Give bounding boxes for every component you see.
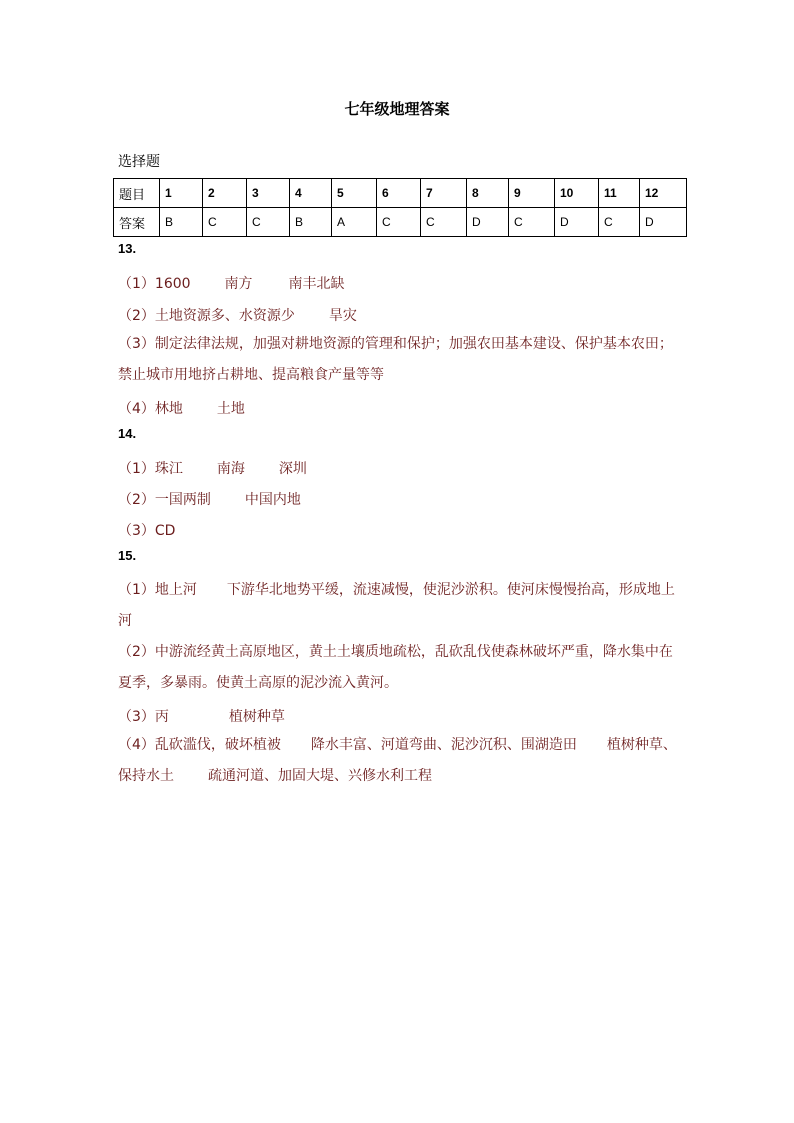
q13-4a: （4）林地 xyxy=(118,401,183,417)
table-cell: D xyxy=(467,208,509,237)
table-cell: 3 xyxy=(247,179,290,208)
q15-answer-2: （2）中游流经黄土高原地区，黄土土壤质地疏松，乱砍乱伐使森林破坏严重，降水集中在夏季，多暴雨。使黄土高原的泥沙流入黄河。 xyxy=(118,644,673,691)
q15-3a: （3）丙 xyxy=(118,709,169,725)
q14-1c: 深圳 xyxy=(278,461,307,477)
row-label-question: 题目 xyxy=(114,179,160,208)
q13-answer-4 xyxy=(118,398,680,418)
q15-1b: 下游华北地势平缓，流速减慢，使泥沙淤积。使河床慢慢抬高，形成地上河 xyxy=(118,582,675,629)
table-cell: 11 xyxy=(599,179,640,208)
table-cell: 2 xyxy=(203,179,247,208)
table-cell: C xyxy=(247,208,290,237)
q15-answer-4 xyxy=(118,730,680,792)
table-cell: C xyxy=(377,208,421,237)
table-cell: C xyxy=(421,208,467,237)
table-cell: 7 xyxy=(421,179,467,208)
answer-table xyxy=(113,178,687,237)
q14-answer-2 xyxy=(118,489,680,509)
table-cell: 9 xyxy=(509,179,555,208)
q14-1b: 南海 xyxy=(216,461,245,477)
q15-answer-3 xyxy=(118,706,680,726)
q14-1a: （1）珠江 xyxy=(118,461,183,477)
table-cell: 8 xyxy=(467,179,509,208)
table-cell: B xyxy=(290,208,332,237)
table-cell: 10 xyxy=(555,179,599,208)
table-cell: 12 xyxy=(640,179,687,208)
table-cell: A xyxy=(332,208,377,237)
table-row xyxy=(114,208,687,237)
row-label-answer: 答案 xyxy=(114,208,160,237)
table-cell: C xyxy=(203,208,247,237)
table-cell: B xyxy=(160,208,203,237)
q14-answer-1 xyxy=(118,458,680,478)
page-title: 七年级地理答案 xyxy=(344,100,450,118)
table-cell: D xyxy=(640,208,687,237)
table-cell: 6 xyxy=(377,179,421,208)
q13-1a: （1）1600 xyxy=(118,276,191,292)
q13-answer-3: （3）制定法律法规，加强对耕地资源的管理和保护；加强农田基本建设、保护基本农田；禁止城市用地挤占耕地、提高粮食产量等等 xyxy=(118,336,673,383)
q13-1c: 南丰北缺 xyxy=(288,276,345,292)
q15-1a: （1）地上河 xyxy=(118,582,197,598)
q14-2b: 中国内地 xyxy=(244,492,301,508)
table-cell: 4 xyxy=(290,179,332,208)
q13-2b: 旱灾 xyxy=(328,308,357,324)
table-cell: 5 xyxy=(332,179,377,208)
section-label: 选择题 xyxy=(118,154,160,170)
q14-2a: （2）一国两制 xyxy=(118,492,211,508)
q15-4b: 降水丰富、河道弯曲、泥沙沉积、围湖造田 xyxy=(310,737,577,753)
question-14-number: 14. xyxy=(118,426,137,441)
q15-4c: 植树种草、保持水土 xyxy=(118,737,677,784)
table-row xyxy=(114,179,687,208)
q15-4d: 疏通河道、加固大堤、兴修水利工程 xyxy=(208,768,432,784)
table-cell: D xyxy=(555,208,599,237)
question-13-number: 13. xyxy=(118,241,137,256)
q15-4a: （4）乱砍滥伐，破坏植被 xyxy=(118,737,281,753)
q13-1b: 南方 xyxy=(224,276,253,292)
q14-answer-3: （3）CD xyxy=(118,523,176,539)
q13-4b: 土地 xyxy=(216,401,245,417)
q15-answer-1 xyxy=(118,575,680,637)
q13-answer-2 xyxy=(118,305,680,325)
question-15-number: 15. xyxy=(118,548,137,563)
table-cell: 1 xyxy=(160,179,203,208)
table-cell: C xyxy=(509,208,555,237)
q13-2a: （2）土地资源多、水资源少 xyxy=(118,308,295,324)
table-cell: C xyxy=(599,208,640,237)
q15-3b: 植树种草 xyxy=(228,709,285,725)
q13-answer-1 xyxy=(118,273,680,293)
